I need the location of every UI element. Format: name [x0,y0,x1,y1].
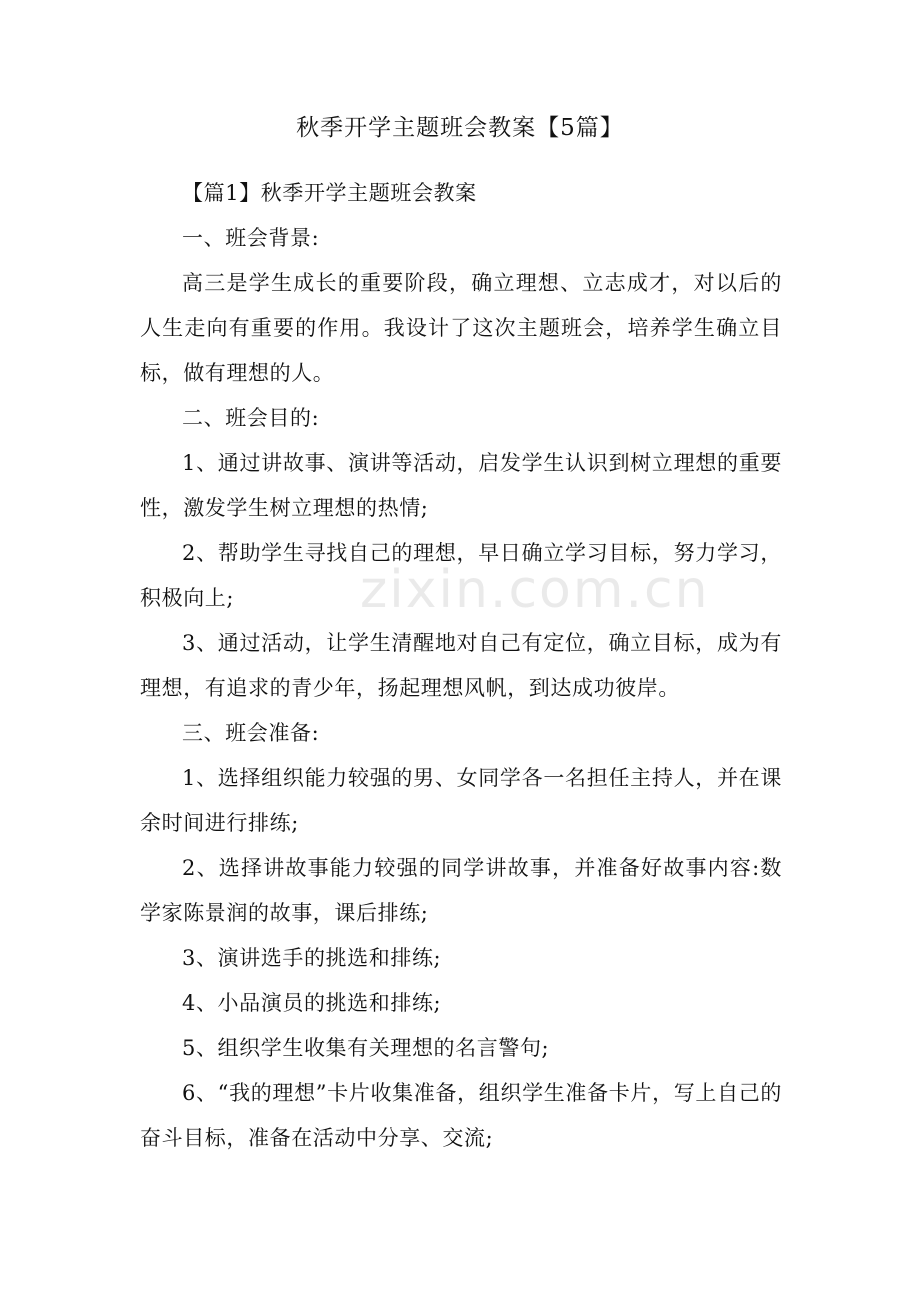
paragraph-section-heading: 【篇1】秋季开学主题班会教案 [182,181,477,205]
paragraph-purpose-3: 3、通过活动，让学生清醒地对自己有定位，确立目标，成为有理想，有追求的青少年，扬起理想风帆，到达成功彼岸。 [140,631,782,700]
document-title: 秋季开学主题班会教案【5篇】 [296,115,624,141]
paragraph-preparation-1: 1、选择组织能力较强的男、女同学各一名担任主持人，并在课余时间进行排练; [140,766,782,835]
paragraph-preparation-2: 2、选择讲故事能力较强的同学讲故事，并准备好故事内容:数学家陈景润的故事，课后排练; [140,856,782,925]
paragraph-purpose-1: 1、通过讲故事、演讲等活动，启发学生认识到树立理想的重要性，激发学生树立理想的热情; [140,451,782,520]
paragraph-purpose-2: 2、帮助学生寻找自己的理想，早日确立学习目标，努力学习，积极向上; [140,541,782,610]
paragraph-purpose-heading: 二、班会目的: [182,406,320,430]
paragraph-preparation-6: 6、“我的理想”卡片收集准备，组织学生准备卡片，写上自己的奋斗目标，准备在活动中分享、交流; [140,1081,782,1150]
paragraph-preparation-5: 5、组织学生收集有关理想的名言警句; [182,1036,550,1060]
paragraph-preparation-3: 3、演讲选手的挑选和排练; [182,946,442,970]
paragraph-preparation-4: 4、小品演员的挑选和排练; [182,991,442,1015]
document-body [140,171,782,1161]
watermark: zixin.com.cn [360,560,710,620]
paragraph-background-text: 高三是学生成长的重要阶段，确立理想、立志成才，对以后的人生走向有重要的作用。我设计了这次主题班会，培养学生确立目标，做有理想的人。 [140,271,782,385]
paragraph-background-heading: 一、班会背景: [182,226,320,250]
paragraph-preparation-heading: 三、班会准备: [182,721,320,745]
